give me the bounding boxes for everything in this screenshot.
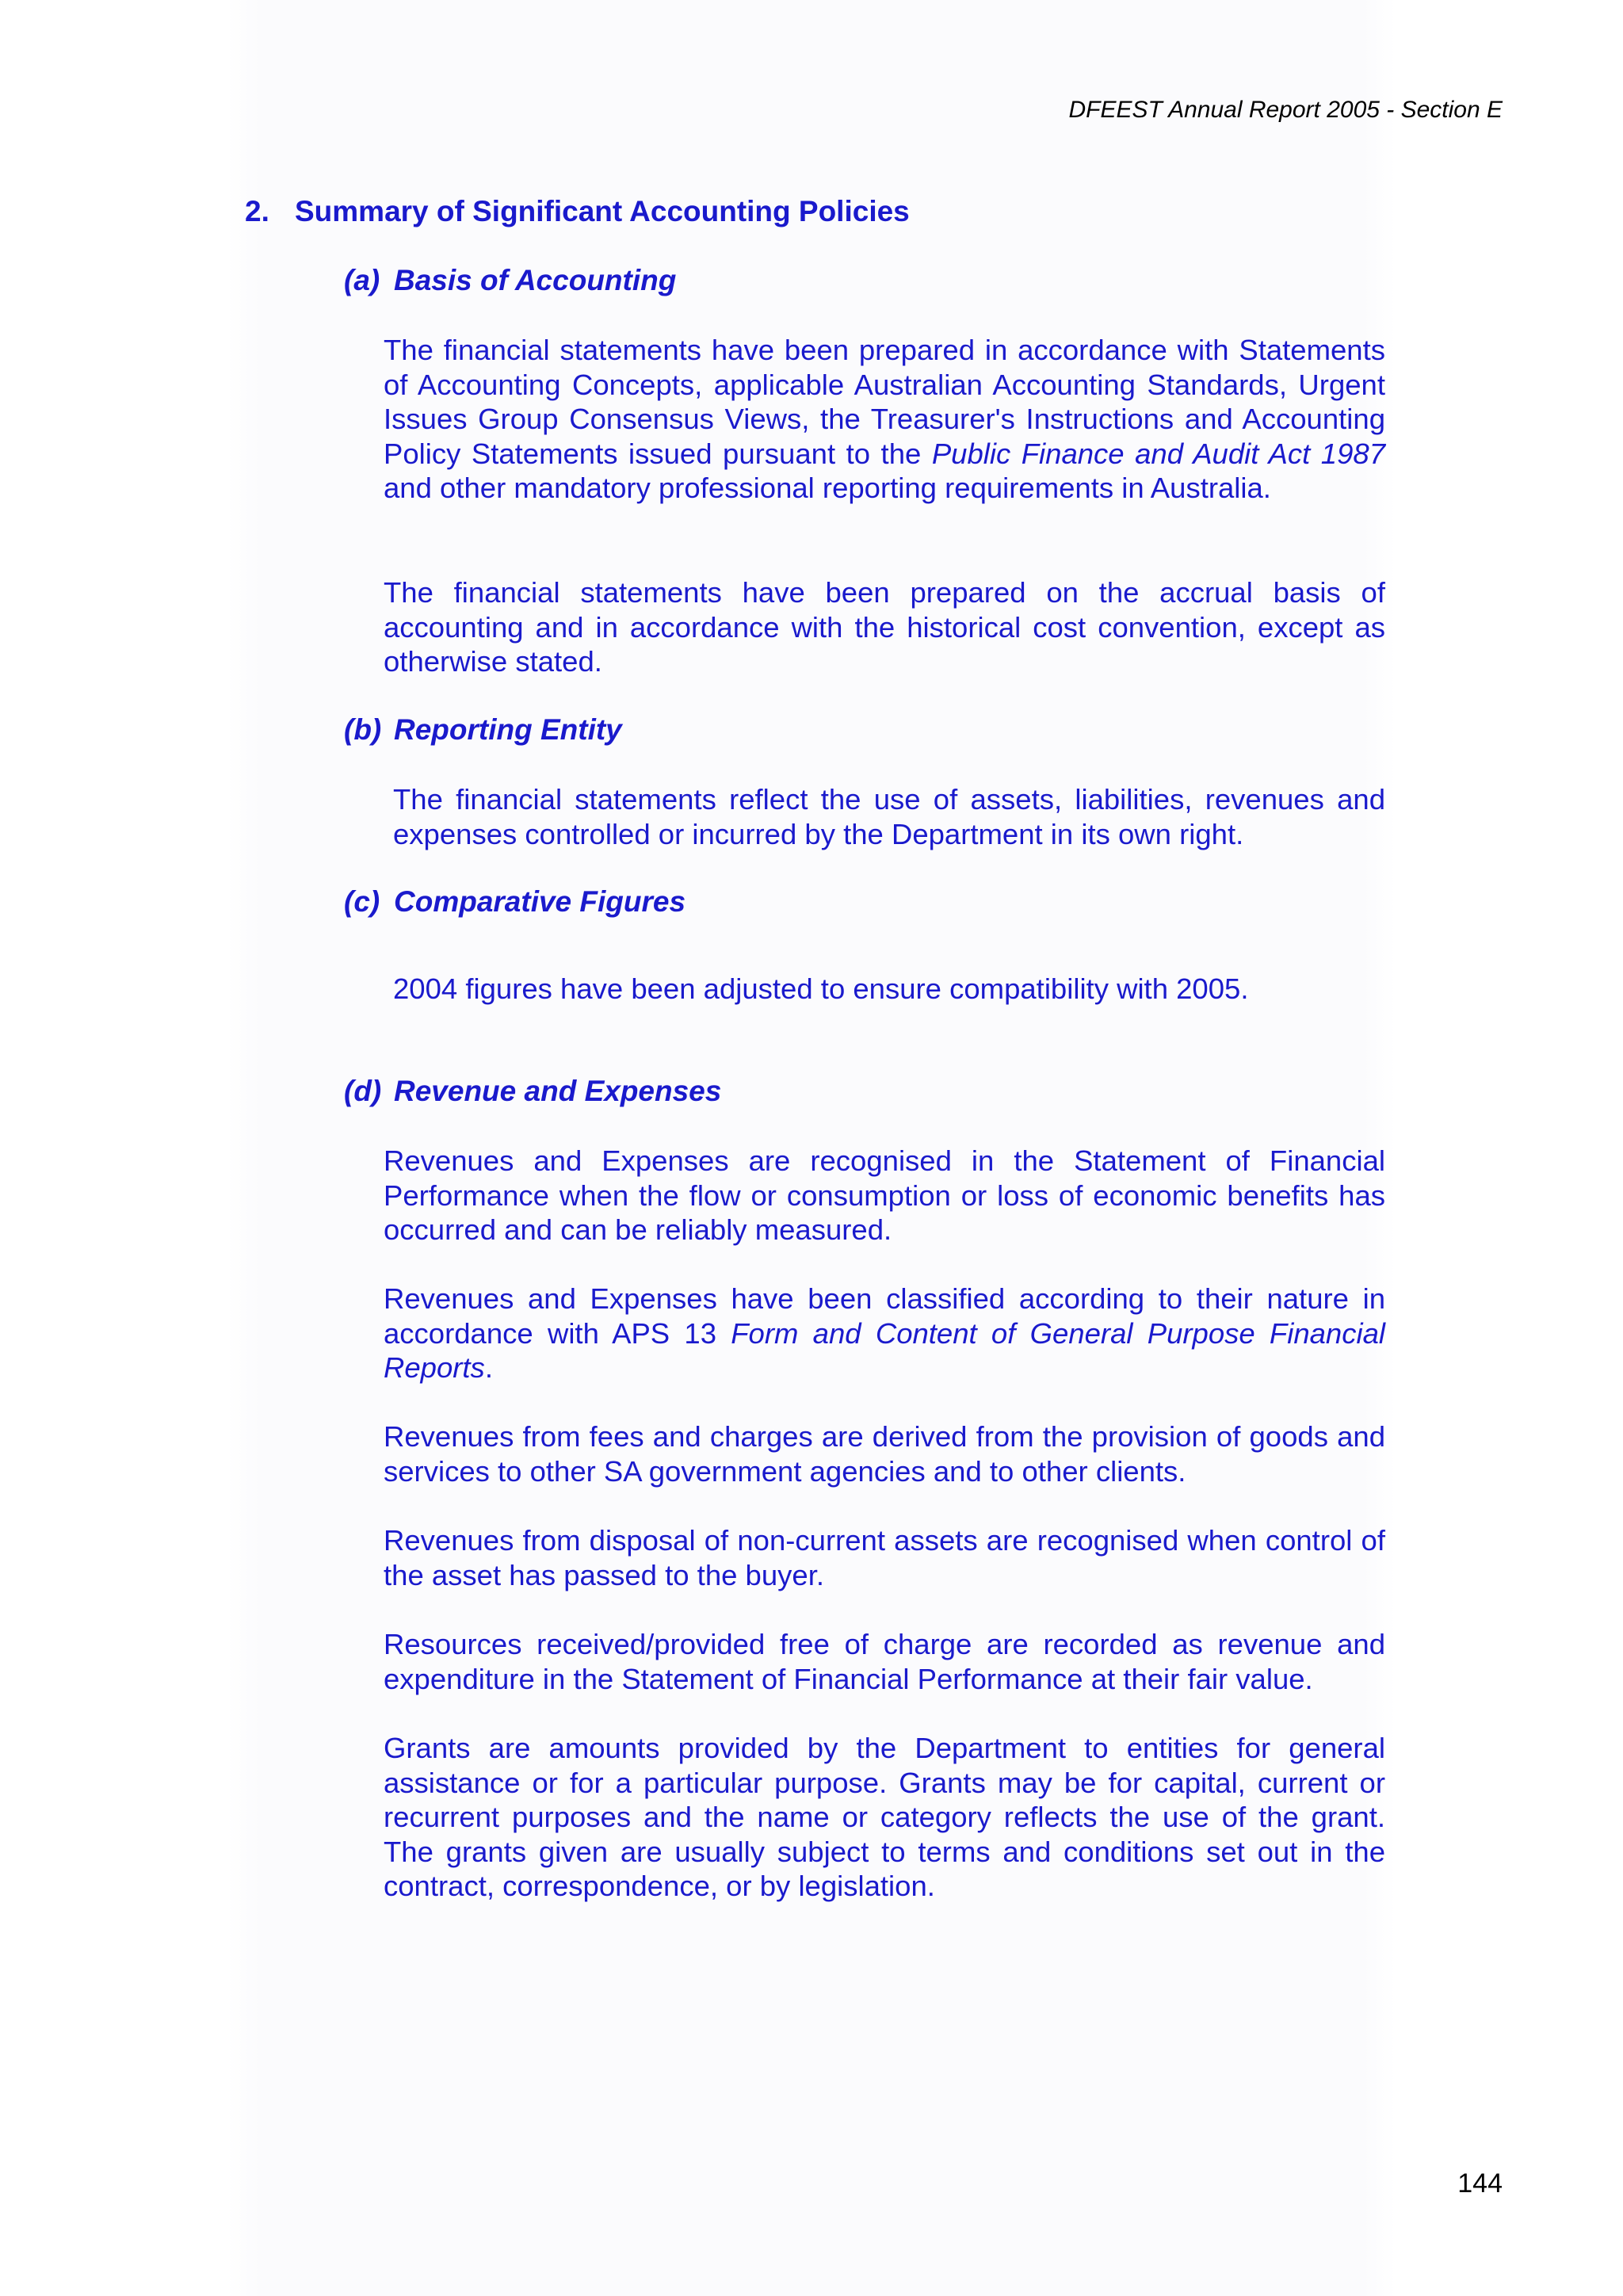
running-header: DFEEST Annual Report 2005 - Section E	[1068, 97, 1503, 123]
subsection-heading-d	[344, 1075, 721, 1108]
paragraph-revenue-2	[384, 1282, 1385, 1385]
subsection-letter: (a)	[344, 264, 380, 296]
subsection-letter: (c)	[344, 885, 380, 918]
standard-title: Form and Content of General Purpose Financial Reports	[384, 1316, 1386, 1385]
act-title: Public Finance and Audit Act 1987	[931, 437, 1385, 470]
section-number: 2.	[245, 195, 269, 227]
section-heading	[245, 195, 910, 228]
subsection-heading-a	[344, 264, 676, 297]
page-number: 144	[1457, 2168, 1503, 2199]
subsection-title: Comparative Figures	[394, 885, 686, 918]
subsection-title: Basis of Accounting	[394, 264, 677, 296]
paragraph-basis-1	[384, 333, 1385, 506]
paragraph-revenue-4: Revenues from disposal of non-current assets are recognised when control of the asset has passed to the buyer.	[384, 1524, 1385, 1591]
paragraph-reporting-entity: The financial statements reflect the use of assets, liabilities, revenues and expenses controlled or incurred by the Department in its own right.	[393, 783, 1385, 850]
paragraph-basis-2: The financial statements have been prepared on the accrual basis of accounting and in accordance with the historical cost convention, except as otherwise stated.	[384, 576, 1385, 678]
text-span: and other mandatory professional reporting requirements in Australia.	[384, 472, 1271, 505]
paragraph-revenue-3: Revenues from fees and charges are derived from the provision of goods and services to other SA government agencies and to other clients.	[384, 1420, 1385, 1488]
subsection-heading-b	[344, 713, 622, 747]
text-span: The financial statements have been prepared in accordance with Statements of Accounting Concepts, applicable Australian Accounting Standards, Urgent Issues Group Consensus Views, the Treasurer's Instructions and Accounting Policy Statements issued pursuant to the	[384, 334, 1385, 470]
paragraph-comparative-figures: 2004 figures have been adjusted to ensure compatibility with 2005.	[393, 972, 1249, 1005]
paragraph-revenue-5: Resources received/provided free of charge are recorded as revenue and expenditure in the Statement of Financial Performance at their fair value.	[384, 1628, 1385, 1695]
subsection-letter: (d)	[344, 1075, 382, 1107]
text-span: Revenues and Expenses have been classified according to their nature in accordance with APS 13	[384, 1282, 1385, 1350]
subsection-letter: (b)	[344, 713, 382, 746]
subsection-title: Reporting Entity	[394, 713, 622, 746]
text-span: .	[484, 1351, 493, 1385]
paragraph-revenue-1: Revenues and Expenses are recognised in the Statement of Financial Performance when the flow or consumption or loss of economic benefits has occurred and can be reliably measured.	[384, 1144, 1385, 1247]
subsection-heading-c	[344, 885, 685, 919]
subsection-title: Revenue and Expenses	[394, 1075, 722, 1107]
section-title: Summary of Significant Accounting Policies	[295, 195, 910, 227]
paragraph-revenue-6: Grants are amounts provided by the Department to entities for general assistance or for a particular purpose. Grants may be for capital, current or recurrent purposes and the name or category reflects the use of the grant. The grants given are usually subject to terms and conditions set out in the contract, correspondence, or by legislation.	[384, 1732, 1385, 1903]
